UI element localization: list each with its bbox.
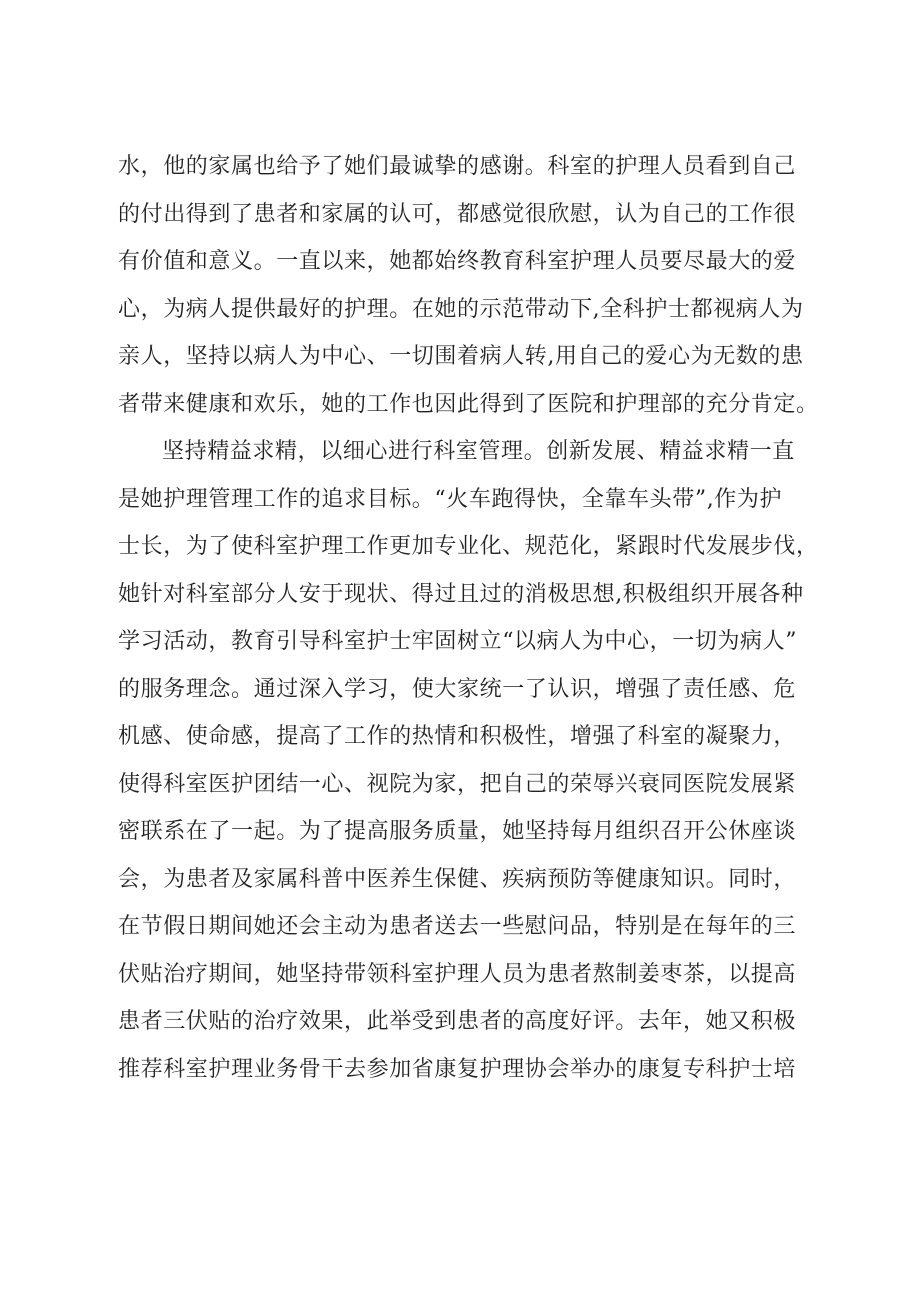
text-line: 伏贴治疗期间，她坚持带领科室护理人员为患者熬制姜枣茶，以提高 <box>118 961 797 987</box>
text-line: 士长，为了使科室护理工作更加专业化、规范化，紧跟时代发展步伐， <box>118 534 819 559</box>
text-line: 密联系在了一起。为了提高服务质量，她坚持每月组织召开公休座谈 <box>118 819 797 844</box>
text-line: 使得科室医护团结一心、视院为家，把自己的荣辱兴衰同医院发展紧 <box>118 771 797 797</box>
text-line: 会，为患者及家属科普中医养生保健、疾病预防等健康知识。同时， <box>118 866 797 892</box>
text-line: 学习活动，教育引导科室护士牢固树立“以病人为中心，一切为病人” <box>118 629 798 654</box>
text-line: 有价值和意义。一直以来，她都始终教育科室护理人员要尽最大的爱 <box>118 249 797 274</box>
text-line: 心，为病人提供最好的护理。在她的示范带动下,全科护士都视病人为 <box>118 296 804 322</box>
document-body <box>118 143 830 1093</box>
text-line: 她针对科室部分人安于现状、得过且过的消极思想,积极组织开展各种 <box>118 581 804 607</box>
text-line: 在节假日期间她还会主动为患者送去一些慰问品，特别是在每年的三 <box>118 914 797 939</box>
text-line: 患者三伏贴的治疗效果，此举受到患者的高度好评。去年，她又积极 <box>118 1009 797 1034</box>
text-line: 者带来健康和欢乐，她的工作也因此得到了医院和护理部的充分肯定。 <box>118 391 819 417</box>
text-line: 是她护理管理工作的追求目标。“火车跑得快，全靠车头带”,作为护 <box>118 486 783 512</box>
text-line: 亲人，坚持以病人为中心、一切围着病人转,用自己的爱心为无数的患 <box>118 344 804 369</box>
text-line: 水，他的家属也给予了她们最诚挚的感谢。科室的护理人员看到自己 <box>118 154 797 179</box>
text-line-indented: 坚持精益求精，以细心进行科室管理。创新发展、精益求精一直 <box>162 439 795 464</box>
paragraph-1 <box>118 143 830 428</box>
text-line: 的服务理念。通过深入学习，使大家统一了认识，增强了责任感、危 <box>118 676 797 702</box>
text-line: 的付出得到了患者和家属的认可，都感觉很欣慰，认为自己的工作很 <box>118 201 797 227</box>
paragraph-2 <box>118 428 830 1093</box>
text-line: 推荐科室护理业务骨干去参加省康复护理协会举办的康复专科护士培 <box>118 1056 797 1082</box>
text-line: 机感、使命感，提高了工作的热情和积极性，增强了科室的凝聚力， <box>118 724 797 749</box>
